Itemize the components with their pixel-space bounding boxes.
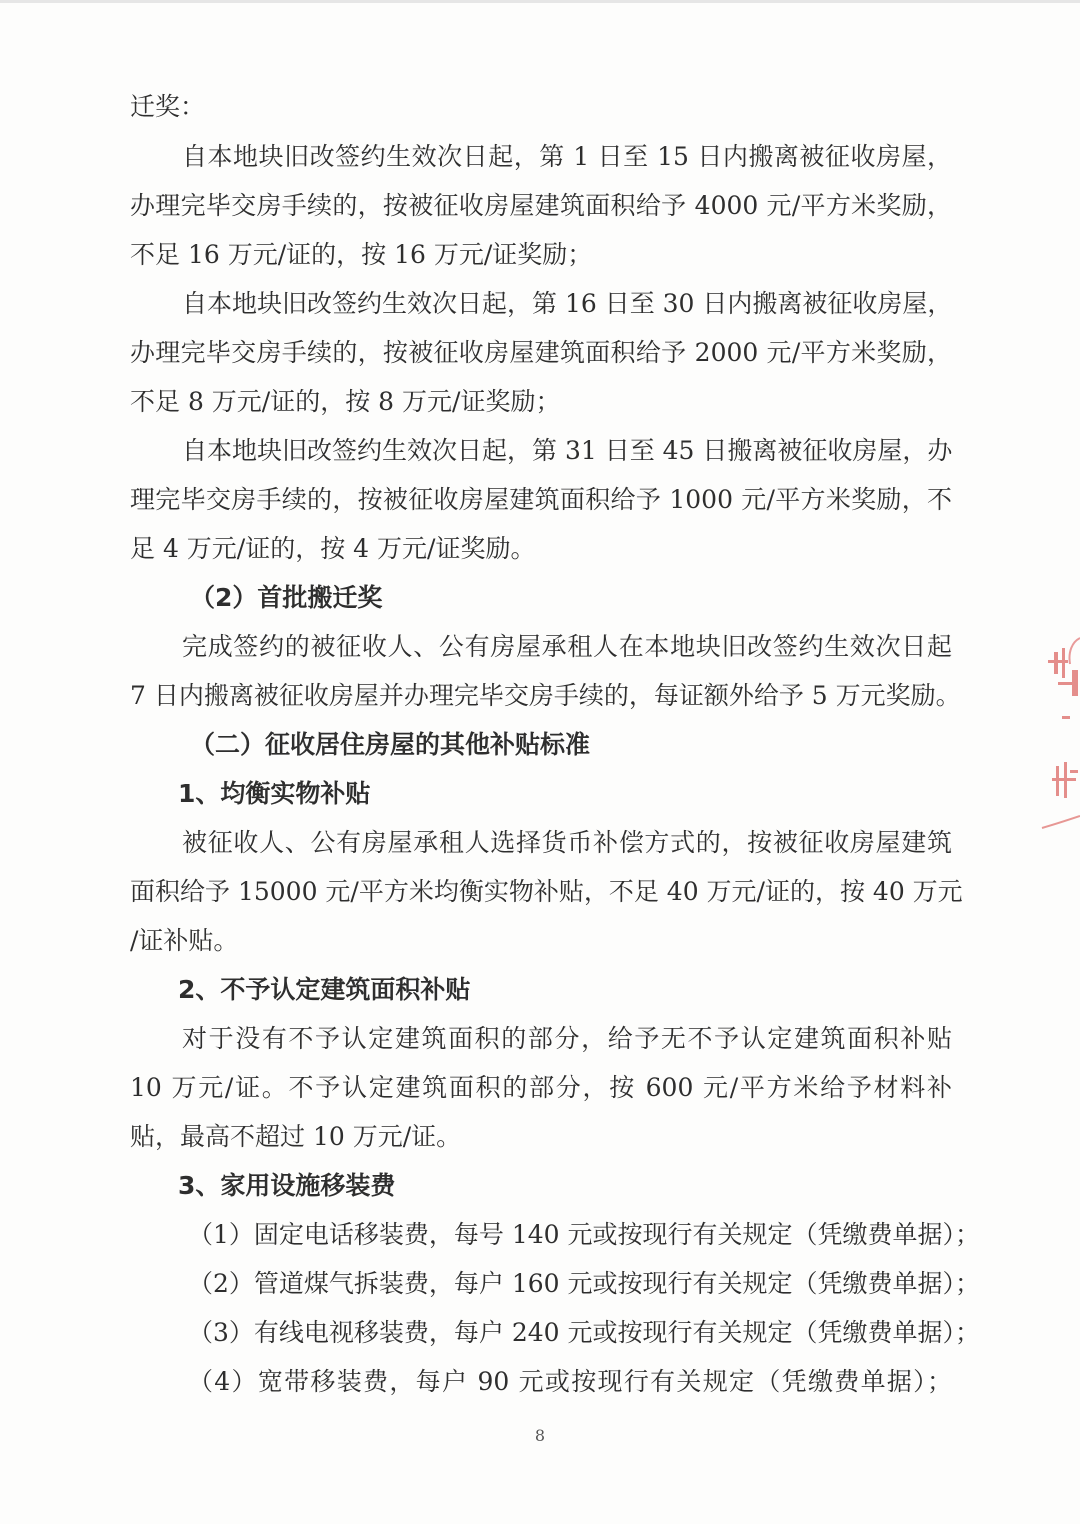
partial-red-stamp	[1032, 630, 1080, 850]
text-line: /证补贴。	[130, 926, 239, 955]
section-heading: （二）征收居住房屋的其他补贴标准	[190, 730, 591, 759]
text-line: 不足 8 万元/证的，按 8 万元/证奖励；	[130, 387, 561, 416]
top-edge	[0, 0, 1080, 3]
section-heading: 3、家用设施移装费	[178, 1171, 396, 1200]
text-line: 对于没有不予认定建筑面积的部分，给予无不予认定建筑面积补贴	[182, 1024, 952, 1053]
text-line: 办理完毕交房手续的，按被征收房屋建筑面积给予 4000 元/平方米奖励，	[130, 191, 952, 220]
text-line: 7 日内搬离被征收房屋并办理完毕交房手续的，每证额外给予 5 万元奖励。	[130, 681, 961, 710]
list-item: （1）固定电话移装费，每号 140 元或按现行有关规定（凭缴费单据）；	[188, 1220, 981, 1249]
section-heading: 1、均衡实物补贴	[178, 779, 371, 808]
text-line: 不足 16 万元/证的，按 16 万元/证奖励；	[130, 240, 593, 269]
text-line: 面积给予 15000 元/平方米均衡实物补贴，不足 40 万元/证的，按 40 万元	[130, 877, 963, 906]
section-heading: （2）首批搬迁奖	[190, 583, 383, 612]
text-line: 自本地块旧改签约生效次日起，第 1 日至 15 日内搬离被征收房屋，	[182, 142, 952, 171]
list-item: （3）有线电视移装费，每户 240 元或按现行有关规定（凭缴费单据）；	[188, 1318, 981, 1347]
text-line: 10 万元/证。不予认定建筑面积的部分，按 600 元/平方米给予材料补	[130, 1073, 952, 1102]
text-line: 理完毕交房手续的，按被征收房屋建筑面积给予 1000 元/平方米奖励，不	[130, 485, 952, 514]
text-line: 贴，最高不超过 10 万元/证。	[130, 1122, 462, 1151]
text-line: 被征收人、公有房屋承租人选择货币补偿方式的，按被征收房屋建筑	[182, 828, 952, 857]
list-item: （4）宽带移装费，每户 90 元或按现行有关规定（凭缴费单据）；	[188, 1367, 952, 1396]
page-number: 8	[534, 1426, 546, 1445]
section-heading: 2、不予认定建筑面积补贴	[178, 975, 471, 1004]
text-line: 自本地块旧改签约生效次日起，第 16 日至 30 日内搬离被征收房屋，	[182, 289, 953, 318]
text-line: 自本地块旧改签约生效次日起，第 31 日至 45 日搬离被征收房屋，办	[182, 436, 953, 465]
text-line: 足 4 万元/证的，按 4 万元/证奖励。	[130, 534, 536, 563]
text-line: 完成签约的被征收人、公有房屋承租人在本地块旧改签约生效次日起	[182, 632, 952, 661]
text-line: 办理完毕交房手续的，按被征收房屋建筑面积给予 2000 元/平方米奖励，	[130, 338, 952, 367]
text-line: 迁奖：	[130, 92, 206, 121]
list-item: （2）管道煤气拆装费，每户 160 元或按现行有关规定（凭缴费单据）；	[188, 1269, 981, 1298]
